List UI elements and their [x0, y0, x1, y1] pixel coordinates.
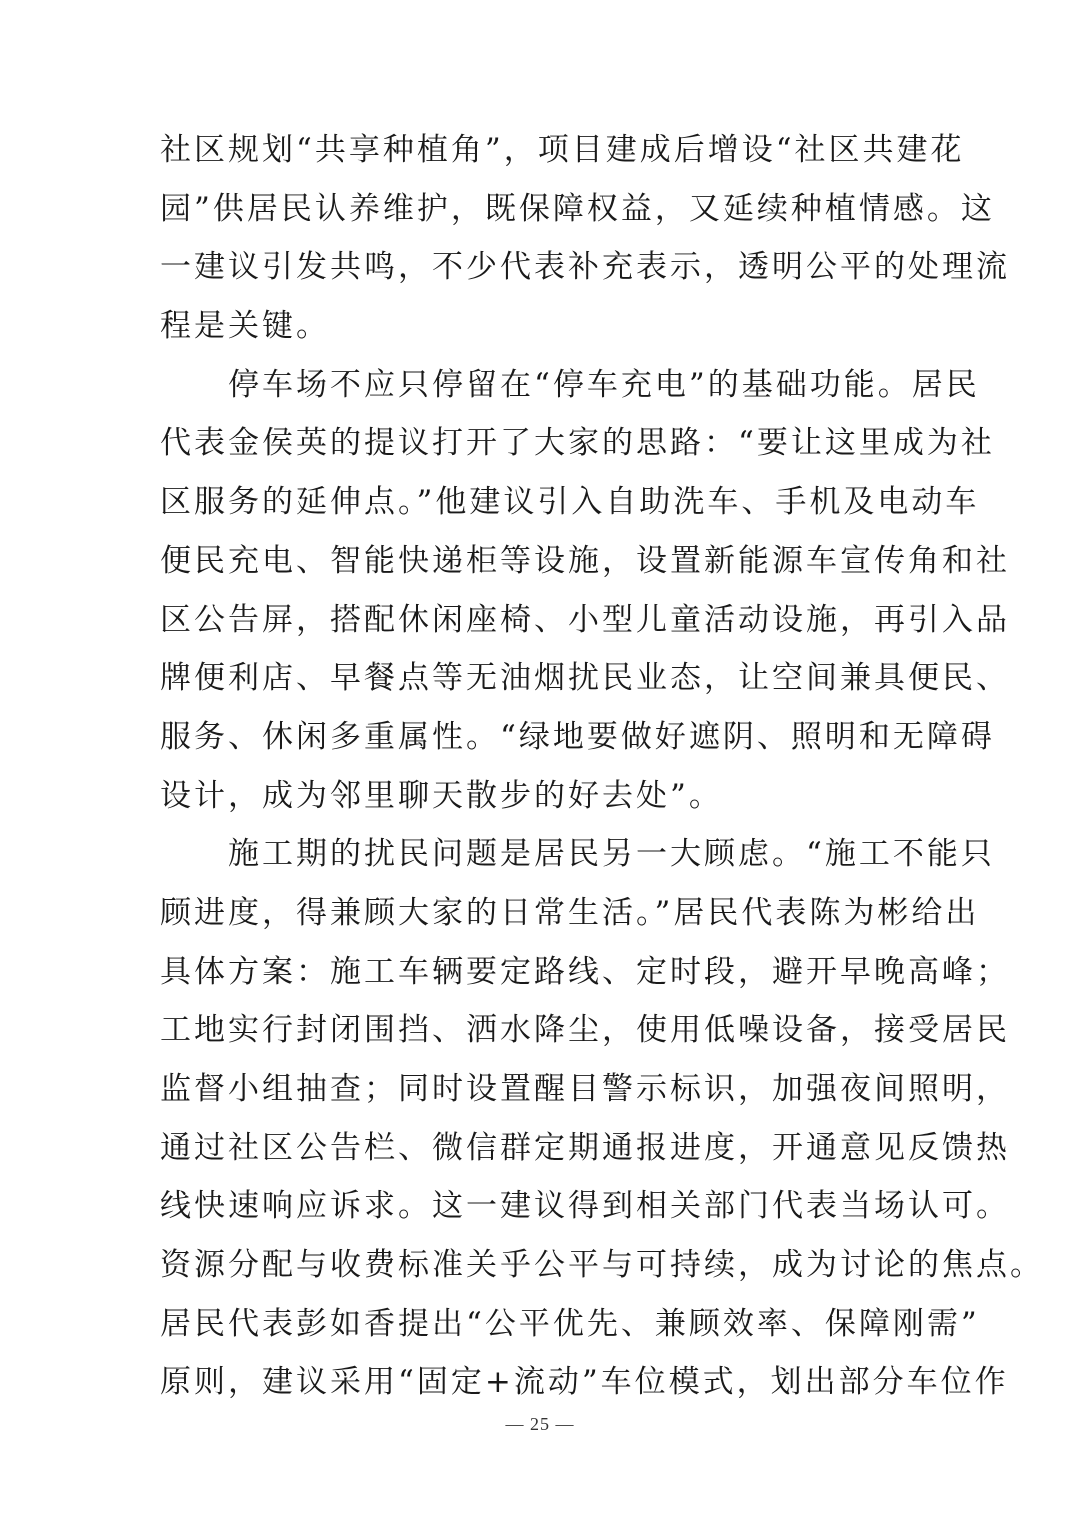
text-line: 具体方案：施工车辆要定路线、定时段，避开早晚高峰；	[160, 953, 1010, 990]
text-line: 便民充电、智能快递柜等设施，设置新能源车宣传角和社	[160, 542, 1010, 579]
text-line: 顾进度，得兼顾大家的日常生活。”居民代表陈为彬给出	[160, 894, 980, 931]
text-line: 设计，成为邻里聊天散步的好去处”。	[160, 777, 723, 814]
text-line: 区公告屏，搭配休闲座椅、小型儿童活动设施，再引入品	[160, 601, 1010, 638]
body-text	[160, 121, 1044, 1412]
text-line: 线快速响应诉求。这一建议得到相关部门代表当场认可。	[160, 1188, 1010, 1225]
text-line: 一建议引发共鸣，不少代表补充表示，透明公平的处理流	[160, 249, 1010, 286]
page-number: — 25 —	[505, 1414, 575, 1434]
text-line: 园”供居民认养维护，既保障权益，又延续种植情感。这	[160, 190, 995, 227]
text-line: 通过社区公告栏、微信群定期通报进度，开通意见反馈热	[160, 1129, 1010, 1166]
text-line: 代表金侯英的提议打开了大家的思路：“要让这里成为社	[160, 425, 995, 462]
text-line: 资源分配与收费标准关乎公平与可持续，成为讨论的焦点。	[160, 1247, 1044, 1284]
text-line: 原则，建议采用“固定+流动”车位模式，划出部分车位作	[160, 1364, 1009, 1401]
text-line: 牌便利店、早餐点等无油烟扰民业态，让空间兼具便民、	[160, 660, 1010, 697]
text-line: 区服务的延伸点。”他建议引入自助洗车、手机及电动车	[160, 484, 980, 521]
text-line: 居民代表彭如香提出“公平优先、兼顾效率、保障刚需”	[160, 1305, 980, 1342]
text-line: 停车场不应只停留在“停车充电”的基础功能。居民	[160, 366, 980, 403]
text-line: 程是关键。	[160, 308, 330, 345]
text-line: 工地实行封闭围挡、洒水降尘，使用低噪设备，接受居民	[160, 1012, 1010, 1049]
text-line: 服务、休闲多重属性。“绿地要做好遮阴、照明和无障碍	[160, 718, 995, 755]
text-line: 施工期的扰民问题是居民另一大顾虑。“施工不能只	[160, 836, 995, 873]
text-line: 监督小组抽查；同时设置醒目警示标识，加强夜间照明，	[160, 1071, 1010, 1107]
text-line: 社区规划“共享种植角”，项目建成后增设“社区共建花	[160, 132, 965, 168]
